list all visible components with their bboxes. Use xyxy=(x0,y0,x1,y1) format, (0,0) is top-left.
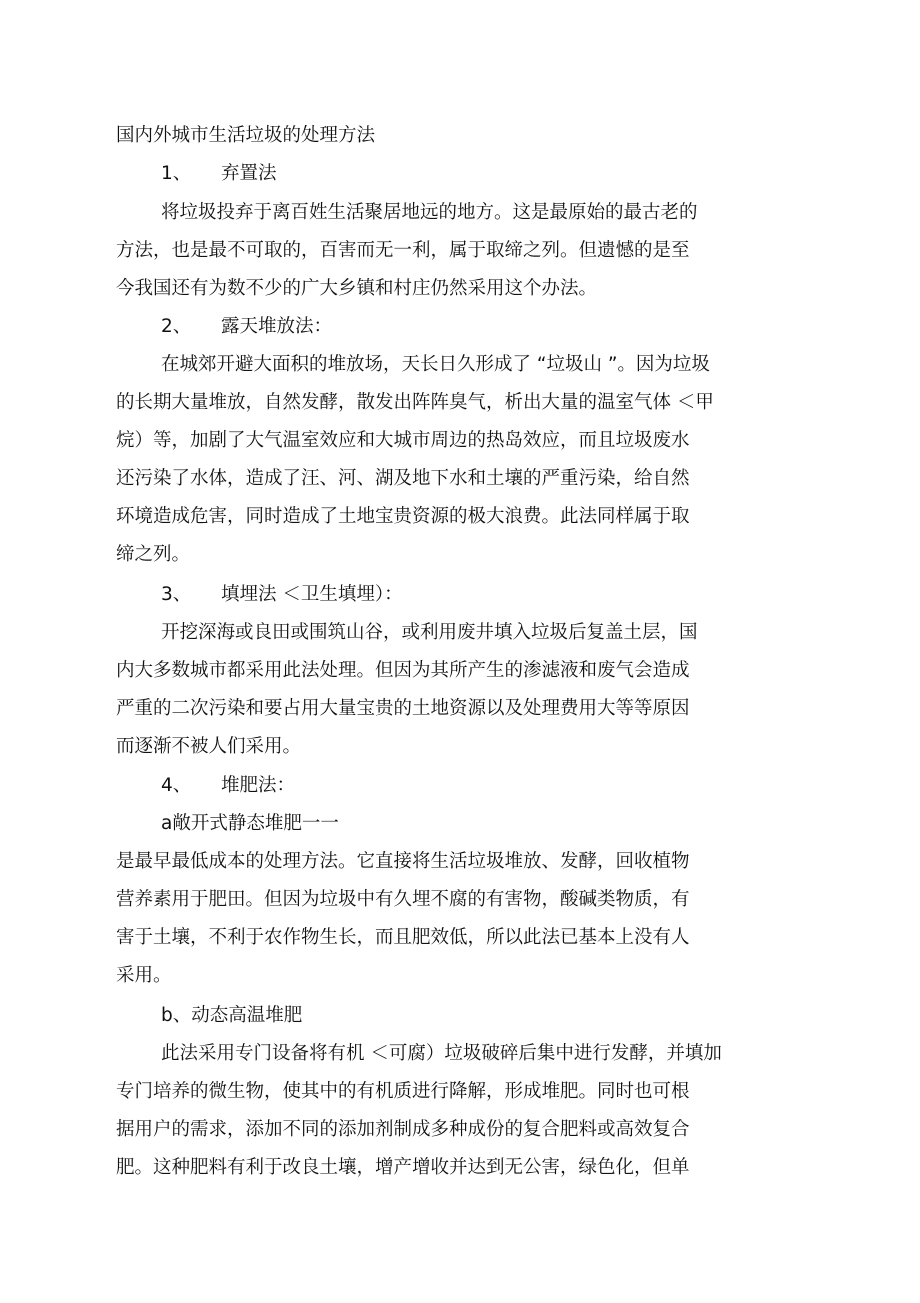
paragraph-line: 据用户的需求，添加不同的添加剂制成多种成份的复合肥料或高效复合 xyxy=(116,1119,690,1140)
section-3-number: 3、 xyxy=(161,584,192,605)
section-2-heading: 露天堆放法： xyxy=(221,316,333,337)
section-1-number: 1、 xyxy=(161,163,192,184)
paragraph-line: 严重的二次污染和要占用大量宝贵的土地资源以及处理费用大等等原因 xyxy=(116,698,690,719)
section-2-number: 2、 xyxy=(161,316,192,337)
paragraph-line: 此法采用专门设备将有机 ＜可腐）垃圾破碎后集中进行发酵，并填加 xyxy=(161,1043,722,1064)
paragraph-line: 在城郊开避大面积的堆放场，天长日久形成了 “垃圾山 ”。因为垃圾 xyxy=(161,354,710,375)
paragraph-line: 今我国还有为数不少的广大乡镇和村庄仍然采用这个办法。 xyxy=(116,278,598,299)
subsection-b-heading: b、动态高温堆肥 xyxy=(161,1005,303,1026)
paragraph-line: 环境造成危害，同时造成了土地宝贵资源的极大浪费。此法同样属于取 xyxy=(116,506,690,527)
paragraph-line: 营养素用于肥田。但因为垃圾中有久埋不腐的有害物，酸碱类物质，有 xyxy=(116,889,690,910)
paragraph-line: 专门培养的微生物，使其中的有机质进行降解，形成堆肥。同时也可根 xyxy=(116,1081,690,1102)
paragraph-line: 的长期大量堆放，自然发酵，散发出阵阵臭气，析出大量的温室气体 ＜甲 xyxy=(116,392,714,413)
paragraph-line: 开挖深海或良田或围筑山谷，或利用废井填入垃圾后复盖土层，国 xyxy=(161,622,698,643)
paragraph-line: 害于土壤，不利于农作物生长，而且肥效低，所以此法已基本上没有人 xyxy=(116,927,690,948)
paragraph-line: 烷）等，加剧了大气温室效应和大城市周边的热岛效应，而且垃圾废水 xyxy=(116,430,690,451)
paragraph-line: 采用。 xyxy=(116,965,172,986)
paragraph-line: 内大多数城市都采用此法处理。但因为其所产生的渗滤液和废气会造成 xyxy=(116,660,690,681)
section-4-heading: 堆肥法： xyxy=(221,775,296,796)
document-title: 国内外城市生活垃圾的处理方法 xyxy=(116,125,376,146)
subsection-a-heading: a敞开式静态堆肥一一 xyxy=(161,813,339,834)
section-1-heading: 弃置法 xyxy=(221,163,277,184)
paragraph-line: 将垃圾投弃于离百姓生活聚居地远的地方。这是最原始的最古老的 xyxy=(161,202,698,223)
paragraph-line: 肥。这种肥料有利于改良土壤，增产增收并达到无公害，绿色化，但单 xyxy=(116,1157,690,1178)
paragraph-line: 而逐渐不被人们采用。 xyxy=(116,736,302,757)
paragraph-line: 是最早最低成本的处理方法。它直接将生活垃圾堆放、发酵，回收植物 xyxy=(116,851,690,872)
paragraph-line: 还污染了水体，造成了汪、河、湖及地下水和土壤的严重污染，给自然 xyxy=(116,468,690,489)
paragraph-line: 方法，也是最不可取的，百害而无一利，属于取缔之列。但遗憾的是至 xyxy=(116,240,690,261)
section-4-number: 4、 xyxy=(161,775,192,796)
section-3-heading: 填埋法 ＜卫生填埋）： xyxy=(221,584,403,605)
paragraph-line: 缔之列。 xyxy=(116,544,191,565)
